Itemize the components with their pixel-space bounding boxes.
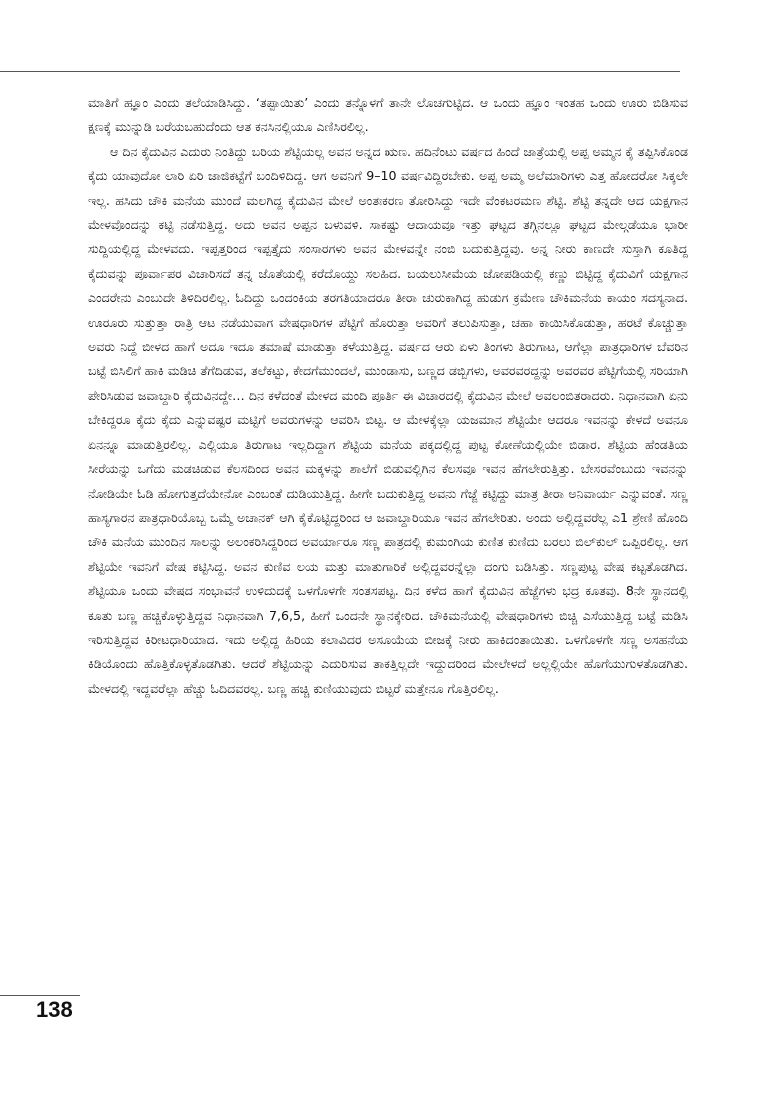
body-text — [88, 91, 688, 701]
top-rule — [0, 71, 680, 72]
page-number: 138 — [36, 997, 73, 1022]
bottom-rule — [0, 995, 80, 996]
paragraph-1: ಮಾತಿಗೆ ಹ್ಞೂಂ ಎಂದು ತಲೆಯಾಡಿಸಿದ್ದು. ‘ತಪ್ಪಾಯಿತು’ ಎಂದು ತನ್ನೊಳಗೆ ತಾನೇ ಲೊಚಗುಟ್ಟಿದ. ಆ ಒಂದು ಹ್ಞೂಂ ಇಂತಹ ಒಂದು ಊರು ಬಿಡಿಸುವ ಕ್ಷಣಕ್ಕೆ ಮುನ್ನುಡಿ ಬರೆಯಬಹುದೆಂದು ಆತ ಕನಸಿನಲ್ಲಿಯೂ ಎಣಿಸಿರಲಿಲ್ಲ. — [88, 95, 688, 135]
paragraph-2: ಆ ದಿನ ಕೈದುವಿನ ಎದುರು ನಿಂತಿದ್ದು ಬರಿಯ ಶೆಟ್ಟಿಯಲ್ಲ ಅವನ ಅನ್ನದ ಋಣ. ಹದಿನೆಂಟು ವರ್ಷದ ಹಿಂದೆ ಜಾತ್ರೆಯಲ್ಲಿ ಅಪ್ಪ ಅಮ್ಮನ ಕೈ ತಪ್ಪಿಸಿಕೊಂಡ ಕೈದು ಯಾವುದೋ ಲಾರಿ ಏರಿ ಜಾಜಿಕಟ್ಟೆಗೆ ಬಂದಿಳಿದಿದ್ದ. ಆಗ ಅವನಿಗೆ 9–10 ವರ್ಷವಿದ್ದಿರಬೇಕು. ಅಪ್ಪ ಅಮ್ಮ ಅಲೆಮಾರಿಗಳು ಎತ್ತ ಹೋದರೋ ಸಿಕ್ಕಲೇ ಇಲ್ಲ. ಹಸಿದು ಚೌಕಿ ಮನೆಯ ಮುಂದೆ ಮಲಗಿದ್ದ ಕೈದುವಿನ ಮೇಲೆ ಅಂತಃಕರಣ ತೋರಿಸಿದ್ದು ಇದೇ ವೆಂಕಟರಮಣ ಶೆಟ್ಟಿ. ಶೆಟ್ಟಿ ತನ್ನದೇ ಆದ ಯಕ್ಷಗಾನ ಮೇಳವೊಂದನ್ನು ಕಟ್ಟಿ ನಡೆಸುತ್ತಿದ್ದ. ಅದು ಅವನ ಅಪ್ಪನ ಬಳುವಳಿ. ಸಾಕಷ್ಟು ಆದಾಯವೂ ಇತ್ತು ಘಟ್ಟದ ತಗ್ಗಿನಲ್ಲೂ ಘಟ್ಟದ ಮೇಲ್ಗಡೆಯೂ ಭಾರೀ ಸುದ್ದಿಯಲ್ಲಿದ್ದ ಮೇಳವದು. ಇಪ್ಪತ್ತರಿಂದ ಇಪ್ಪತ್ತೈದು ಸಂಸಾರಗಳು ಅವನ ಮೇಳವನ್ನೇ ನಂಬಿ ಬದುಕುತ್ತಿದ್ದವು. ಅನ್ನ ನೀರು ಕಾಣದೇ ಸುಸ್ತಾಗಿ ಕೂತಿದ್ದ ಕೈದುವನ್ನು ಪೂರ್ವಾಪರ ವಿಚಾರಿಸದೆ ತನ್ನ ಜೊತೆಯಲ್ಲಿ ಕರೆದೊಯ್ದು ಸಲಹಿದ. ಬಯಲುಸೀಮೆಯ ಜೋಪಡಿಯಲ್ಲಿ ಕಣ್ಣು ಬಿಟ್ಟಿದ್ದ ಕೈದುವಿಗೆ ಯಕ್ಷಗಾನ ಎಂದರೇನು ಎಂಬುದೇ ತಿಳಿದಿರಲಿಲ್ಲ. ಓದಿದ್ದು ಒಂದಂಕಿಯ ತರಗತಿಯಾದರೂ ತೀರಾ ಚುರುಕಾಗಿದ್ದ ಹುಡುಗ ಕ್ರಮೇಣ ಚೌಕಿಮನೆಯ ಕಾಯಂ ಸದಸ್ಯನಾದ. ಊರೂರು ಸುತ್ತುತ್ತಾ ರಾತ್ರಿ ಆಟ ನಡೆಯುವಾಗ ವೇಷಧಾರಿಗಳ ಪೆಟ್ಟಿಗೆ ಹೊರುತ್ತಾ ಅವರಿಗೆ ತಲುಪಿಸುತ್ತಾ, ಚಹಾ ಕಾಯಿಸಿಕೊಡುತ್ತಾ, ಹರಟೆ ಕೊಚ್ಚುತ್ತಾ ಅವರು ನಿದ್ದೆ ಬೀಳದ ಹಾಗೆ ಅದೂ ಇದೂ ತಮಾಷೆ ಮಾಡುತ್ತಾ ಕಳೆಯುತ್ತಿದ್ದ. ವರ್ಷದ ಆರು ಏಳು ತಿಂಗಳು ತಿರುಗಾಟ, ಆಗೆಲ್ಲಾ ಪಾತ್ರಧಾರಿಗಳ ಬೆವರಿನ ಬಟ್ಟೆ ಬಿಸಿಲಿಗೆ ಹಾಕಿ ಮಡಿಚಿ ತೆಗೆದಿಡುವ, ತಲೆಕಟ್ಟು, ಕೇದಗೆಮುಂದಲೆ, ಮುಂಡಾಸು, ಬಣ್ಣದ ಡಬ್ಬಿಗಳು, ಅವರವರದ್ದನ್ನು ಅವರವರ ಪೆಟ್ಟಿಗೆಯಲ್ಲಿ ಸರಿಯಾಗಿ ಪೇರಿಸಿಡುವ ಜವಾಬ್ದಾರಿ ಕೈದುವಿನದ್ದೇ… ದಿನ ಕಳೆದಂತೆ ಮೇಳದ ಮಂದಿ ಪೂರ್ತಿ ಈ ವಿಚಾರದಲ್ಲಿ ಕೈದುವಿನ ಮೇಲೆ ಅವಲಂಬಿತರಾದರು. ನಿಧಾನವಾಗಿ ಏನು ಬೇಕಿದ್ದರೂ ಕೈದು ಕೈದು ಎನ್ನುವಷ್ಟರ ಮಟ್ಟಿಗೆ ಅವರುಗಳನ್ನು ಆವರಿಸಿ ಬಿಟ್ಟ. ಆ ಮೇಳಕ್ಕೆಲ್ಲಾ ಯಜಮಾನ ಶೆಟ್ಟಿಯೇ ಆದರೂ ಇವನನ್ನು ಕೇಳದೆ ಅವನೂ ಏನನ್ನೂ ಮಾಡುತ್ತಿರಲಿಲ್ಲ. ಎಲ್ಲಿಯೂ ತಿರುಗಾಟ ಇಲ್ಲದಿದ್ದಾಗ ಶೆಟ್ಟಿಯ ಮನೆಯ ಪಕ್ಕದಲ್ಲಿದ್ದ ಪುಟ್ಟ ಕೋಣೆಯಲ್ಲಿಯೇ ಬಿಡಾರ. ಶೆಟ್ಟಿಯ ಹೆಂಡತಿಯ ಸೀರೆಯನ್ನು ಒಗೆದು ಮಡಚಿಡುವ ಕೆಲಸದಿಂದ ಅವನ ಮಕ್ಕಳನ್ನು ಶಾಲೆಗೆ ಬಿಡುವಲ್ಲಿಗಿನ ಕೆಲಸವೂ ಇವನ ಹೆಗಲೇರುತ್ತಿತ್ತು. ಬೇಸರವೆಂಬುದು ಇವನನ್ನು ನೋಡಿಯೇ ಓಡಿ ಹೋಗುತ್ತದೆಯೇನೋ ಎಂಬಂತೆ ದುಡಿಯುತ್ತಿದ್ದ. ಹೀಗೇ ಬದುಕುತ್ತಿದ್ದ ಅವನು ಗೆಜ್ಜೆ ಕಟ್ಟಿದ್ದು ಮಾತ್ರ ತೀರಾ ಅನಿವಾರ್ಯ ಎನ್ನುವಂತೆ. ಸಣ್ಣ ಹಾಸ್ಯಗಾರನ ಪಾತ್ರಧಾರಿಯೊಬ್ಬ ಒಮ್ಮೆ ಅಚಾನಕ್ ಆಗಿ ಕೈಕೊಟ್ಟಿದ್ದರಿಂದ ಆ ಜವಾಬ್ದಾರಿಯೂ ಇವನ ಹೆಗಲೇರಿತು. ಅಂದು ಅಲ್ಲಿದ್ದವರೆಲ್ಲ ಎ1 ಶ್ರೇಣಿ ಹೊಂದಿ ಚೌಕಿ ಮನೆಯ ಮುಂದಿನ ಸಾಲನ್ನು ಅಲಂಕರಿಸಿದ್ದರಿಂದ ಅವರ್ಯಾರೂ ಸಣ್ಣ ಪಾತ್ರದಲ್ಲಿ ಕುಮಂಗಿಯ ಕುಣಿತ ಕುಣಿದು ಬರಲು ಬಿಲ್‌ಕುಲ್ ಒಪ್ಪಿರಲಿಲ್ಲ. ಆಗ ಶೆಟ್ಟಿಯೇ ಇವನಿಗೆ ವೇಷ ಕಟ್ಟಿಸಿದ್ದ. ಅವನ ಕುಣಿವ ಲಯ ಮತ್ತು ಮಾತುಗಾರಿಕೆ ಅಲ್ಲಿದ್ದವರನ್ನೆಲ್ಲಾ ದಂಗು ಬಡಿಸಿತ್ತು. ಸಣ್ಣಪುಟ್ಟ ವೇಷ ಕಟ್ಟತೊಡಗಿದ. ಶೆಟ್ಟಿಯೂ ಒಂದು ವೇಷದ ಸಂಭಾವನೆ ಉಳಿದುದಕ್ಕೆ ಒಳಗೊಳಗೇ ಸಂತಸಪಟ್ಟ. ದಿನ ಕಳೆದ ಹಾಗೆ ಕೈದುವಿನ ಹೆಜ್ಜೆಗಳು ಭದ್ರ ಕೂತವು. 8ನೇ ಸ್ಥಾನದಲ್ಲಿ ಕೂತು ಬಣ್ಣ ಹಚ್ಚಿಕೊಳ್ಳುತ್ತಿದ್ದವ ನಿಧಾನವಾಗಿ 7,6,5, ಹೀಗೆ ಒಂದನೇ ಸ್ಥಾನಕ್ಕೇರಿದ. ಚೌಕಿಮನೆಯಲ್ಲಿ ವೇಷಧಾರಿಗಳು ಬಿಚ್ಚಿ ಎಸೆಯುತ್ತಿದ್ದ ಬಟ್ಟೆ ಮಡಿಸಿ ಇರಿಸುತ್ತಿದ್ದವ ಕಿರೀಟಧಾರಿಯಾದ. ಇದು ಅಲ್ಲಿದ್ದ ಹಿರಿಯ ಕಲಾವಿದರ ಅಸೂಯೆಯ ಬೀಜಕ್ಕೆ ನೀರು ಹಾಕಿದಂತಾಯಿತು. ಒಳಗೊಳಗೇ ಸಣ್ಣ ಅಸಹನೆಯ ಕಿಡಿಯೊಂದು ಹೊತ್ತಿಕೊಳ್ಳತೊಡಗಿತು. ಆದರೆ ಶೆಟ್ಟಿಯನ್ನು ಎದುರಿಸುವ ತಾಕತ್ತಿಲ್ಲದೇ ಇದ್ದುದರಿಂದ ಮೇಲೇಳದೆ ಅಲ್ಲಲ್ಲಿಯೇ ಹೊಗೆಯುಗುಳತೊಡಗಿತು. ಮೇಳದಲ್ಲಿ ಇದ್ದವರೆಲ್ಲಾ ಹೆಚ್ಚು ಓದಿದವರಲ್ಲ. ಬಣ್ಣ ಹಚ್ಚಿ ಕುಣಿಯುವುದು ಬಿಟ್ಟರೆ ಮತ್ತೇನೂ ಗೊತ್ತಿರಲಿಲ್ಲ. — [88, 143, 688, 696]
